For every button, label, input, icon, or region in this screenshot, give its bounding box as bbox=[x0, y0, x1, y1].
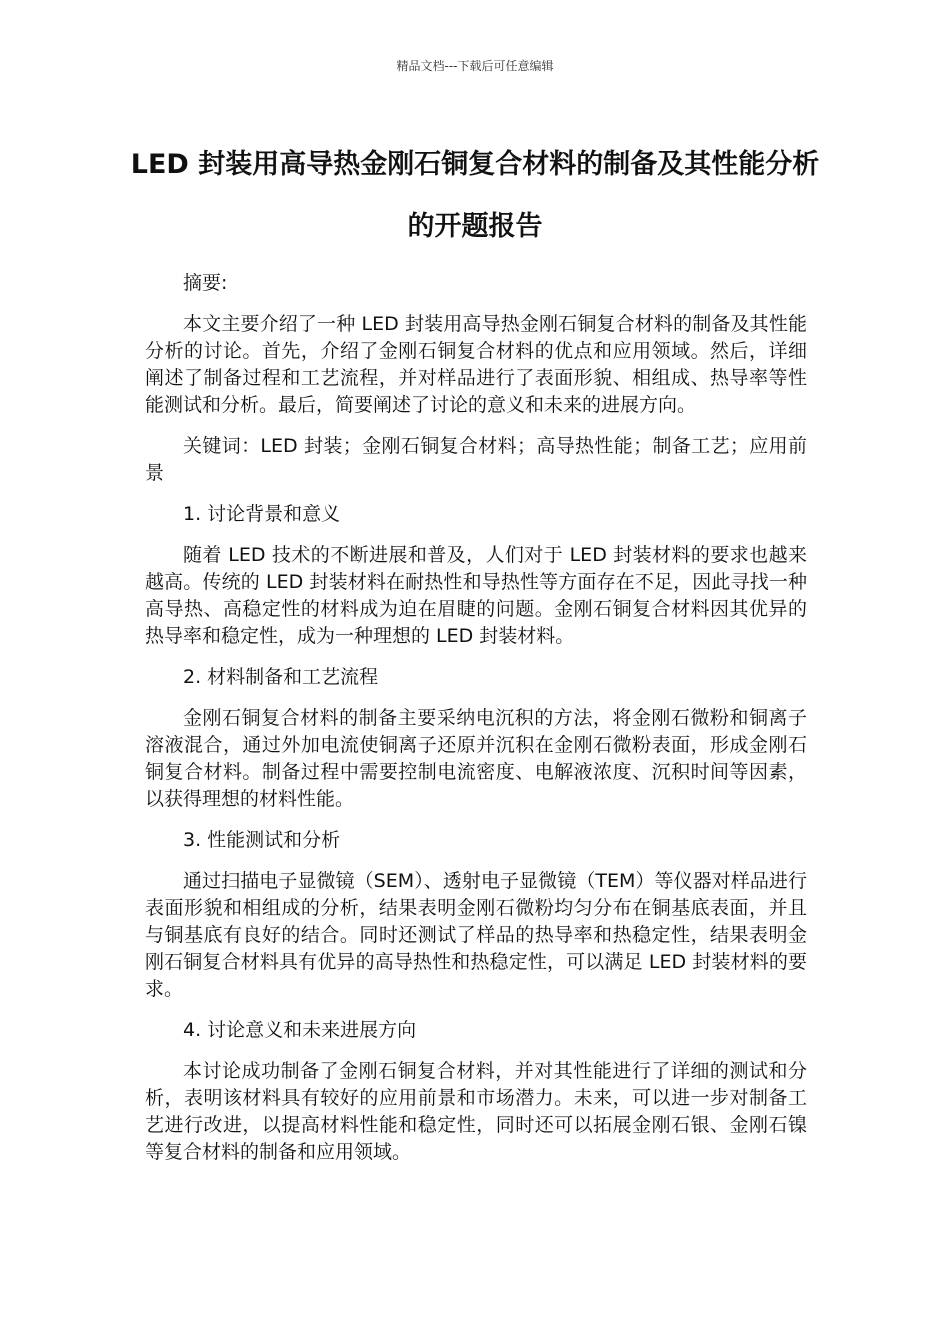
section-heading-4: 4. 讨论意义和未来进展方向 bbox=[183, 1019, 417, 1041]
section-body-2: 金刚石铜复合材料的制备主要采纳电沉积的方法，将金刚石微粉和铜离子溶液混合，通过外加电流使铜离子还原并沉积在金刚石微粉表面，形成金刚石铜复合材料。制备过程中需要控制电流密度、电解液浓度、沉积时间等因素，以获得理想的材料性能。 bbox=[145, 707, 807, 810]
section-heading-2: 2. 材料制备和工艺流程 bbox=[183, 666, 379, 688]
section-body-3: 通过扫描电子显微镜（SEM）、透射电子显微镜（TEM）等仪器对样品进行表面形貌和相组成的分析，结果表明金刚石微粉均匀分布在铜基底表面，并且与铜基底有良好的结合。同时还测试了样品的热导率和热稳定性，结果表明金刚石铜复合材料具有优异的高导热性和热稳定性，可以满足 LED 封装材料的要求。 bbox=[145, 870, 807, 1000]
keywords-paragraph: 关键词：LED 封装；金刚石铜复合材料；高导热性能；制备工艺；应用前景 bbox=[145, 435, 807, 484]
abstract-paragraph: 本文主要介绍了一种 LED 封装用高导热金刚石铜复合材料的制备及其性能分析的讨论。首先，介绍了金刚石铜复合材料的优点和应用领域。然后，详细阐述了制备过程和工艺流程，并对样品进行了表面形貌、相组成、热导率等性能测试和分析。最后，简要阐述了讨论的意义和未来的进展方向。 bbox=[145, 313, 807, 416]
document-body bbox=[145, 270, 807, 1180]
section-body-4: 本讨论成功制备了金刚石铜复合材料，并对其性能进行了详细的测试和分析，表明该材料具有较好的应用前景和市场潜力。未来，可以进一步对制备工艺进行改进，以提高材料性能和稳定性，同时还可以拓展金刚石银、金刚石镍等复合材料的制备和应用领域。 bbox=[145, 1060, 807, 1163]
document-title: LED 封装用高导热金刚石铜复合材料的制备及其性能分析的开题报告 bbox=[130, 149, 820, 242]
page-header-note: 精品文档---下载后可任意编辑 bbox=[396, 59, 554, 73]
section-heading-3: 3. 性能测试和分析 bbox=[183, 829, 341, 851]
abstract-label: 摘要: bbox=[183, 272, 228, 294]
section-body-1: 随着 LED 技术的不断进展和普及，人们对于 LED 封装材料的要求也越来越高。传统的 LED 封装材料在耐热性和导热性等方面存在不足，因此寻找一种高导热、高稳定性的材料成为迫在眉睫的问题。金刚石铜复合材料因其优异的热导率和稳定性，成为一种理想的 LED 封装材料。 bbox=[145, 544, 807, 647]
section-heading-1: 1. 讨论背景和意义 bbox=[183, 503, 341, 525]
